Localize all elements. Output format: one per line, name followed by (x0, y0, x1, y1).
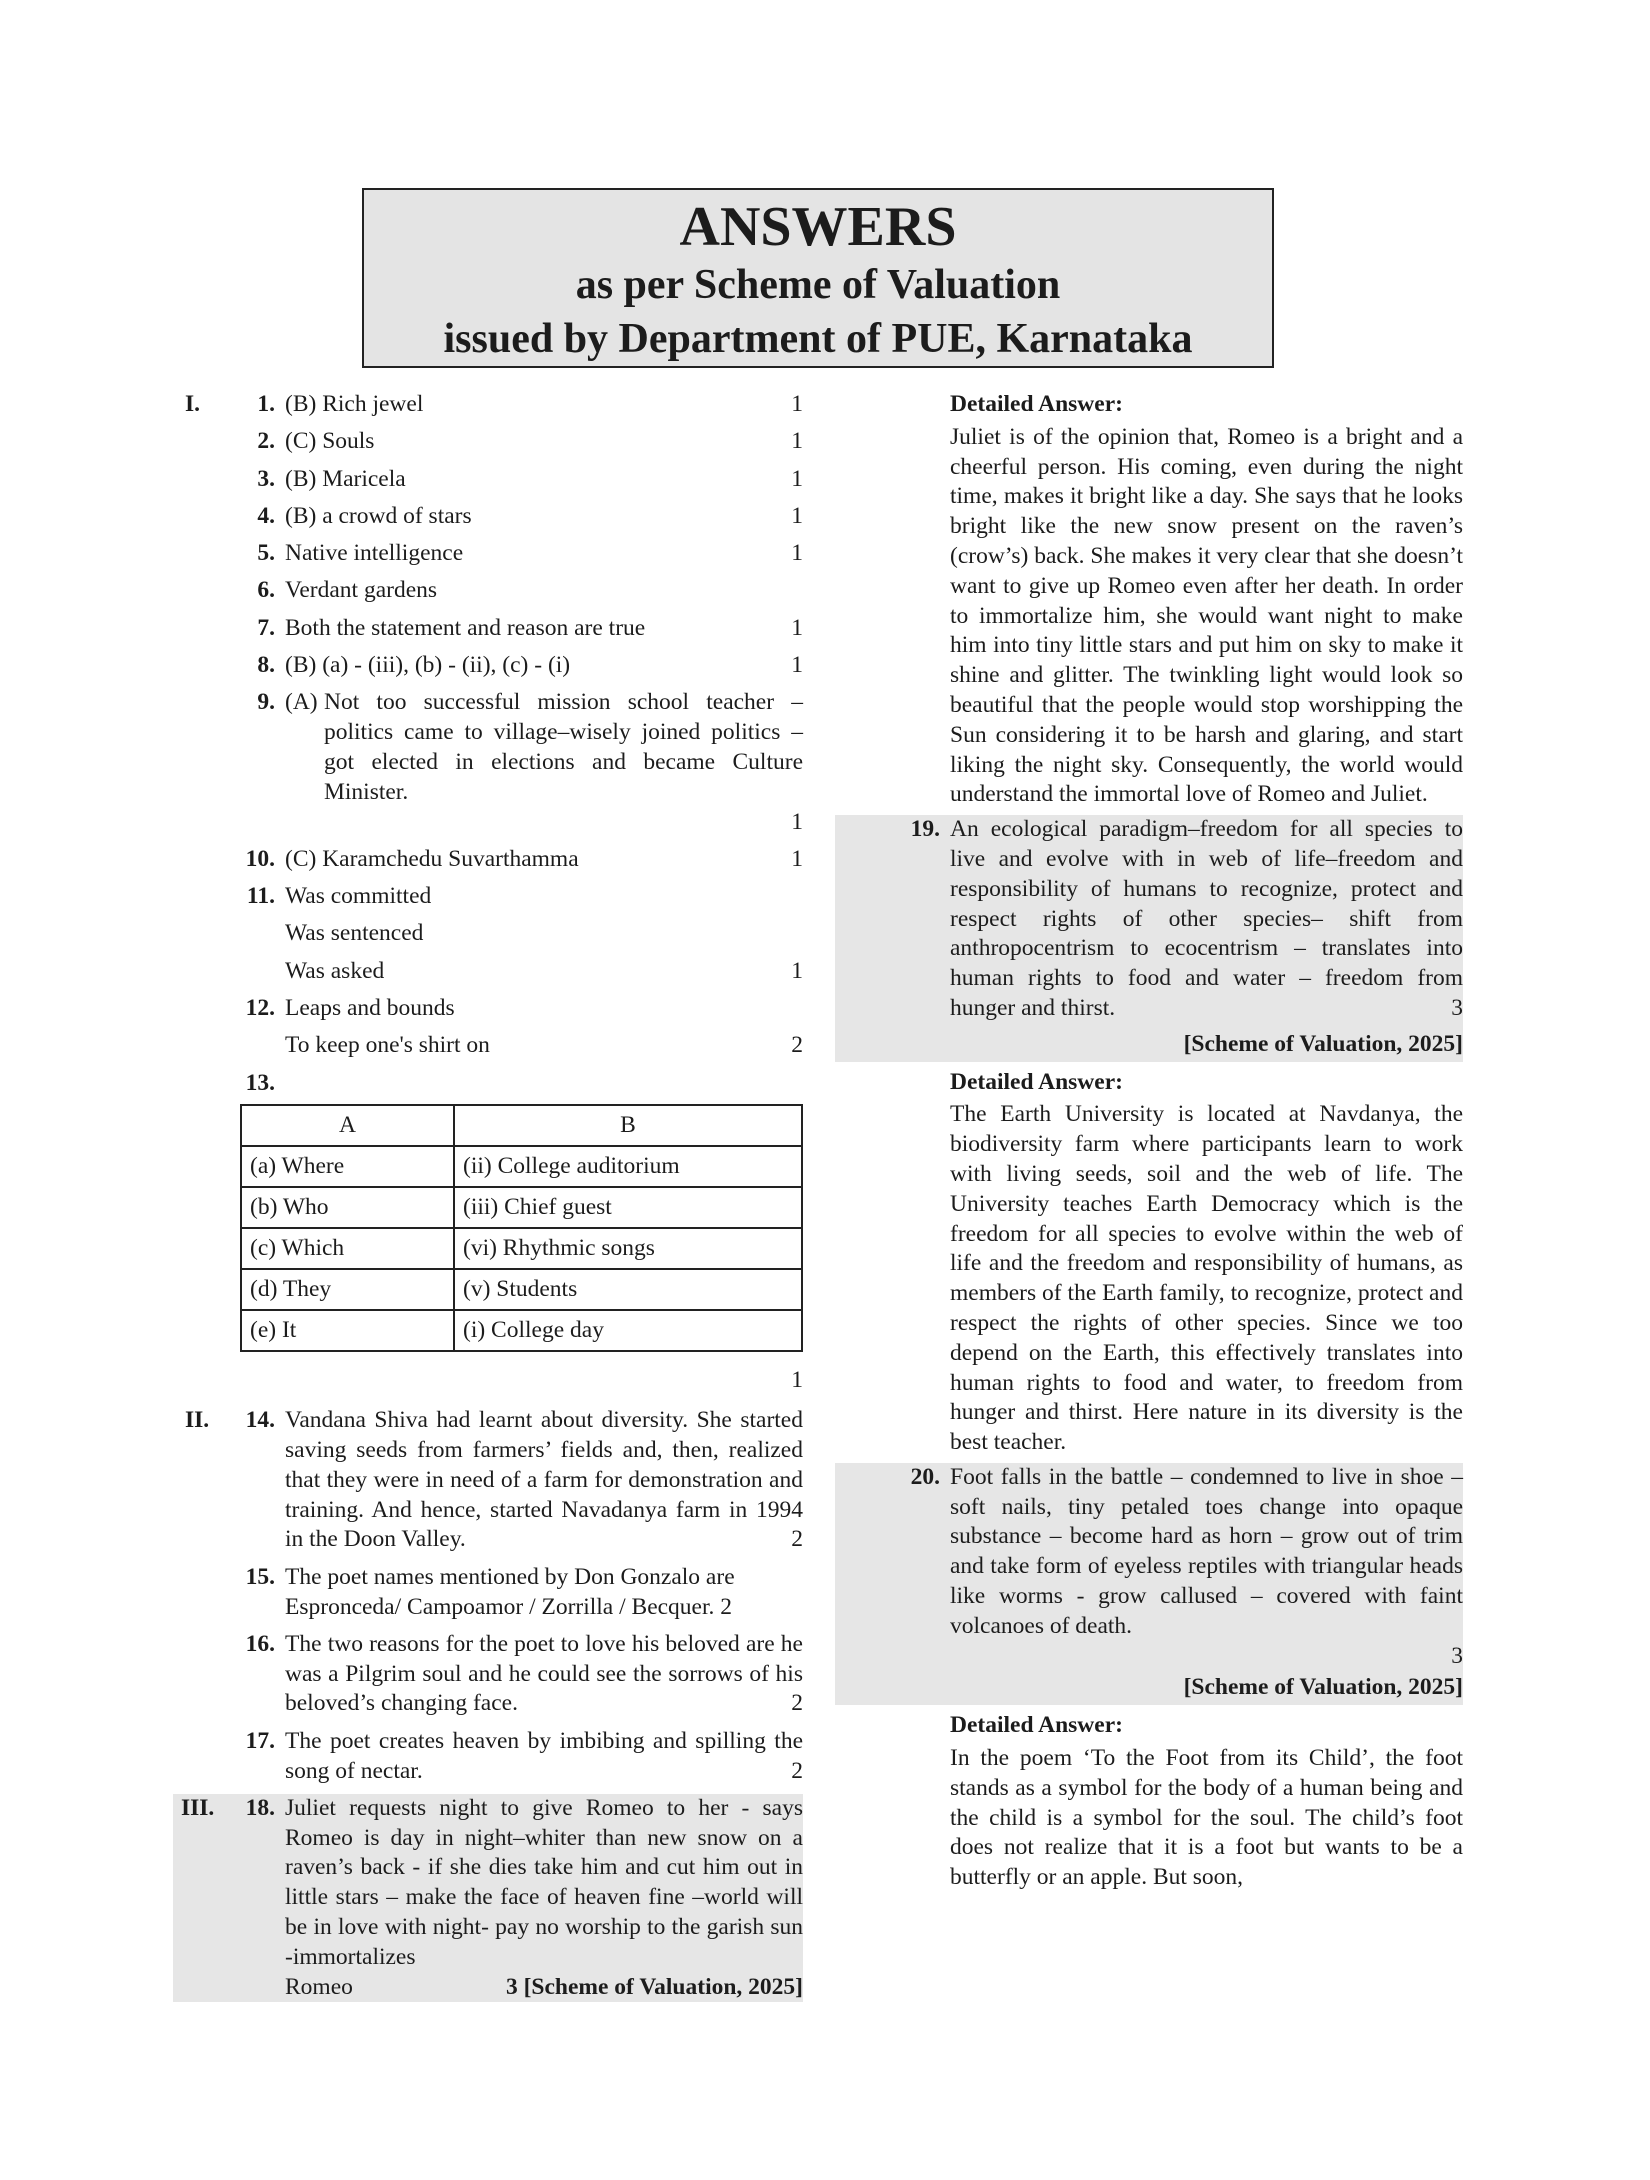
mark: 2 (791, 1526, 803, 1553)
right-column (835, 390, 1463, 1893)
question-number: 10. (245, 845, 275, 872)
answer-text: (C) Karamchedu Suvarthamma (285, 845, 579, 872)
table-cell: (d) They (241, 1269, 454, 1310)
mark: 2 (791, 1032, 803, 1059)
mark: 1 (791, 502, 803, 529)
answer-text: Native intelligence (285, 540, 464, 567)
answer-17 (175, 1727, 803, 1787)
answer-text: Vandana Shiva had learnt about diversity. She started saving seeds from farmers’ fields and, then, realized that they were in need of a farm for demonstration and training. And hence, started Navadanya farm in 1994 in the Doon Valley. (285, 1407, 803, 1553)
answer-10 (175, 845, 803, 875)
header-subtitle-2: issued by Department of PUE, Karnataka (443, 316, 1193, 362)
matching-table (240, 1104, 803, 1352)
answer-13 (175, 1069, 803, 1099)
question-number: 11. (246, 883, 275, 910)
answer-text: An ecological paradigm–freedom for all species to live and evolve with in web of life–freedom and responsibility of humans to recognize, protect and respect rights of other species– shift from anthropocentrism to ecocentrism – translates into human rights to food and water – freedom from hunger and thirst. (950, 816, 1463, 1021)
question-number: 7. (257, 614, 275, 641)
answer-18 (173, 1794, 803, 2003)
answer-4 (175, 502, 803, 532)
table-cell: (ii) College auditorium (454, 1146, 802, 1187)
mark: 2 (791, 1757, 803, 1784)
mark: 2 (720, 1593, 733, 1620)
mark: 1 (791, 652, 803, 679)
table-header: B (454, 1105, 802, 1146)
answers-header-box (362, 188, 1274, 368)
table-row (241, 1269, 802, 1310)
answer-text: (B) a crowd of stars (285, 502, 472, 529)
table-header: A (241, 1105, 454, 1146)
question-number: 14. (245, 1407, 275, 1434)
answer-line: Was sentenced (285, 920, 424, 947)
answer-text: Not too successful mission school teacher –politics came to village–wisely joined politics – got elected in elections and became Culture Minister. (324, 689, 803, 805)
question-number: 15. (245, 1563, 275, 1590)
answer-2 (175, 427, 803, 457)
question-number: 19. (910, 816, 940, 843)
left-column (175, 390, 803, 2002)
answer-6 (175, 576, 803, 606)
table-row (241, 1146, 802, 1187)
answer-5 (175, 539, 803, 569)
question-number: 4. (257, 502, 275, 529)
table-cell: (iii) Chief guest (454, 1187, 802, 1228)
table-cell: (a) Where (241, 1146, 454, 1187)
option-label: (A) (285, 689, 318, 716)
question-number: 12. (245, 995, 275, 1022)
question-number: 18. (245, 1794, 275, 1821)
mark: 1 (791, 1367, 803, 1394)
question-number: 8. (257, 652, 275, 679)
answer-text: (B) Maricela (285, 465, 406, 492)
question-number: 2. (257, 428, 275, 455)
detailed-answer-heading: Detailed Answer: (950, 1068, 1123, 1095)
table-cell: (v) Students (454, 1269, 802, 1310)
question-number: 20. (910, 1463, 940, 1490)
detailed-answer-text: The Earth University is located at Navdanya, the biodiversity farm where participants learn to work with living seeds, soil and the web of life. The University teaches Earth Democracy which is the freedom for all species to evolve within the web of life and the freedom and responsibility of humans, as members of the Earth family, to recognize, protect and respect the rights of other species. Since we too depend on the Earth, this effectively translates into human rights to food and water, to freedom from hunger and thirst. Here nature in its diversity is the best teacher. (950, 1101, 1463, 1456)
table-row (241, 1187, 802, 1228)
answer-text: The poet names mentioned by Don Gonzalo are Espronceda/ Campoamor / Zorrilla / Becquer. (285, 1563, 735, 1620)
table-row (241, 1228, 802, 1269)
answer-12 (175, 994, 803, 1061)
question-number: 16. (245, 1630, 275, 1657)
answer-9 (175, 688, 803, 837)
mark: 1 (791, 391, 803, 417)
question-number: 13. (245, 1069, 275, 1096)
question-number: 5. (257, 540, 275, 567)
answer-text: Verdant gardens (285, 577, 438, 604)
table-cell: (e) It (241, 1310, 454, 1351)
table-row (241, 1310, 802, 1351)
answer-text: Juliet requests night to give Romeo to her - says Romeo is day in night–whiter than new snow on a raven’s back - if she dies take him and cut him out in little stars – make the face of heaven fine –world will be in love with night- pay no worship to the garish sun -immortalizes (285, 1794, 803, 1970)
mark: 1 (791, 957, 803, 984)
source-citation: [Scheme of Valuation, 2025] (1183, 1674, 1463, 1701)
question-number: 6. (257, 577, 275, 604)
answer-8 (175, 651, 803, 681)
mark: 2 (791, 1690, 803, 1717)
answer-line: Was committed (285, 883, 432, 910)
mark: 1 (791, 614, 803, 641)
table-cell: (vi) Rhythmic songs (454, 1228, 802, 1269)
section-label: I. (185, 391, 201, 417)
answer-15 (175, 1563, 803, 1623)
answer-16 (175, 1630, 803, 1719)
mark: 1 (791, 808, 803, 835)
answer-text: Both the statement and reason are true (285, 614, 646, 641)
detailed-answer-text: Juliet is of the opinion that, Romeo is a bright and a cheerful person. His coming, even during the night time, makes it bright like a day. She says that he looks bright like the new snow present on the raven’s (crow’s) back. She makes it very clear that she doesn’t want to give up Romeo even after her death. In order to immortalize him, she would want night to make him into tiny little stars and put him on sky to make it shine and glitter. The twinkling light would look so beautiful that the people would stop worshipping the Sun considering it to be harsh and glaring, and start liking the night sky. Consequently, the world would understand the immortal love of Romeo and Juliet. (950, 423, 1463, 808)
answer-line: Leaps and bounds (285, 995, 455, 1022)
header-subtitle-1: as per Scheme of Valuation (575, 262, 1061, 308)
mark: 1 (791, 845, 803, 872)
mark: 1 (791, 540, 803, 567)
answer-14 (175, 1406, 803, 1555)
answer-line: To keep one's shirt on (285, 1032, 490, 1059)
answer-text: Foot falls in the battle – condemned to live in shoe – soft nails, tiny petaled toes change into opaque substance – become hard as horn – grow out of trim and take form of eyeless reptiles with triangular heads like worms - grow callused – covered with faint volcanoes of death. (950, 1463, 1463, 1639)
answer-text-end: Romeo (285, 1973, 353, 2000)
mark: 3 (1451, 994, 1463, 1021)
detailed-answer-heading: Detailed Answer: (950, 391, 1123, 417)
source-citation: [Scheme of Valuation, 2025] (523, 1973, 803, 2000)
mark: 1 (791, 465, 803, 492)
table-cell: (i) College day (454, 1310, 802, 1351)
answer-line: Was asked (285, 957, 385, 984)
question-number: 17. (245, 1727, 275, 1754)
answer-text: The poet creates heaven by imbibing and spilling the song of nectar. (285, 1727, 803, 1784)
detailed-answer-text: In the poem ‘To the Foot from its Child’, the foot stands as a symbol for the body of a human being and the child is a symbol for the soul. The child’s foot does not realize that it is a foot but wants to be a butterfly or an apple. But soon, (950, 1745, 1463, 1891)
answer-11 (175, 882, 803, 986)
detailed-answer-heading: Detailed Answer: (950, 1712, 1123, 1739)
answer-19 (835, 815, 1463, 1061)
question-number: 1. (257, 391, 275, 417)
answer-text: The two reasons for the poet to love his beloved are he was a Pilgrim soul and he could see the sorrows of his beloved’s changing face. (285, 1630, 803, 1717)
question-number: 9. (257, 689, 275, 716)
answer-1 (175, 390, 803, 420)
answer-text: (C) Souls (285, 428, 375, 455)
answer-7 (175, 614, 803, 644)
mark: 3 (1451, 1642, 1463, 1669)
table-cell: (b) Who (241, 1187, 454, 1228)
answer-3 (175, 465, 803, 495)
mark: 1 (791, 428, 803, 455)
source-citation: [Scheme of Valuation, 2025] (1183, 1030, 1463, 1057)
answer-20 (835, 1463, 1463, 1705)
section-label: III. (181, 1794, 215, 1821)
section-label: II. (185, 1407, 210, 1434)
mark: 3 (505, 1973, 518, 2000)
question-number: 3. (257, 465, 275, 492)
header-title: ANSWERS (679, 196, 957, 258)
answer-text: (B) (a) - (iii), (b) - (ii), (c) - (i) (285, 652, 571, 679)
answer-text: (B) Rich jewel (285, 391, 424, 417)
table-cell: (c) Which (241, 1228, 454, 1269)
